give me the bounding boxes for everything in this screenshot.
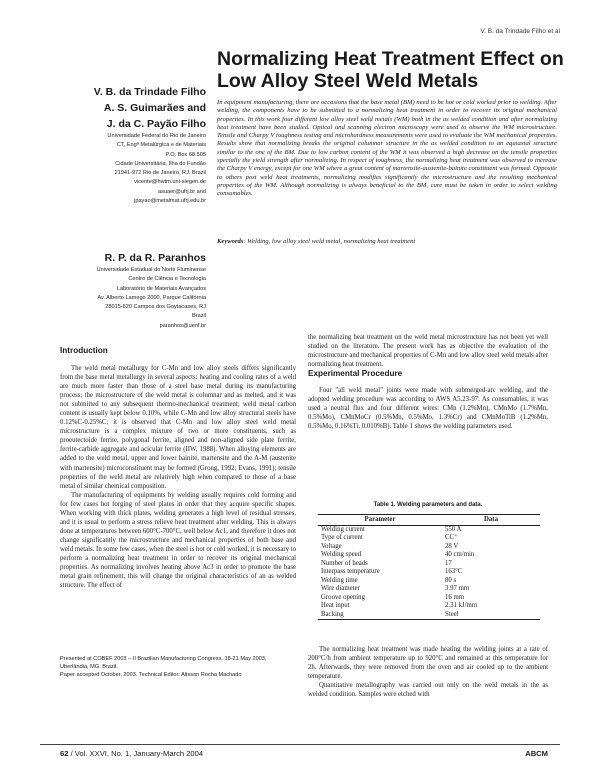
normalizing-body — [308, 645, 548, 699]
experimental-body — [308, 386, 548, 431]
value-cell: 28 V — [445, 542, 459, 550]
table-row — [318, 602, 540, 611]
affiliation-line: CT, Engª Metalúrgica e de Materiais — [116, 142, 206, 149]
table-header-cell: Data — [442, 515, 540, 526]
table-row — [318, 551, 540, 560]
table-caption: Table 1. Welding parameters and data. — [373, 502, 483, 508]
table-row — [318, 594, 540, 603]
paragraph: The normalizing heat treatment was made heating the welding joints at a rate of 200°C/h from ambient temperature up to 920°C and remained at this temperature for 2h. Afterwards, they were removed from the oven and air cooled up to the ambient temperature. — [308, 646, 548, 681]
author-name: J. da C. Payão Filho — [106, 118, 206, 130]
parameter-cell: Type of current — [321, 534, 363, 541]
value-cell: 2.31 kJ/mm — [445, 602, 478, 609]
author-email[interactable]: asuaer@ufrj.br and — [158, 188, 206, 195]
footnote: Paper accepted October, 2003. Technical Editor: Alisson Rocha Machado — [60, 672, 242, 678]
affiliation-line: Brazil — [192, 313, 206, 320]
title-line-1: Normalizing Heat Treatment Effect on — [217, 48, 564, 70]
affiliation-line: 28015-620 Campos dos Goytacases, RJ — [105, 304, 206, 311]
table-row — [318, 534, 540, 543]
value-cell: 80 s — [445, 576, 457, 584]
footer-publisher: ABCM — [525, 749, 548, 758]
affiliation-line: Laboratório de Materiais Avançados — [116, 285, 206, 292]
parameter-cell: Welding speed — [321, 551, 362, 558]
author-email[interactable]: paranhos@uenf.br — [159, 322, 206, 329]
footer-rule — [40, 744, 560, 745]
parameter-cell: Heat input — [321, 602, 350, 609]
footnote: Presented at COBEF 2003 – II Brazilian Manufacturing Congress. 18-21 May 2003, Uberlândia, MG. Brazil. — [60, 656, 267, 670]
paragraph: The weld metal metallurgy for C-Mn and low alloy steels differs significantly from the base metal metallurgy in several aspects: heating and cooling rates of a weld are much more faster than those of a steel base metal during its manufacturing process; the microstructure of the weld metal is columnar and as melted, and it was not submitted to any subsequent thermo-mechanical treatment; weld metal carbon content is usually kept below 0.10%, while C-Mn and low alloy structural steels have 0.12%C-0.25%C; it is observed that C-Mn and low alloy steel weld metal microstructure is a complex mixture of two or more constituents, such as proeutectoide ferrite, polygonal ferrite, aligned and non-aligned side plate ferrite, ferrite-carbide aggregate and acicular ferrite (IIW, 1988). When alloying elements are added to the weld metal, upper and lower bainite, martensite and the A-M (austenite with martensite) microconstituent may be formed (Grong, 1992; Evans, 1991); tensile properties of the weld metal are relatively high when compared to those of a base metal of similar chemical composition. — [60, 365, 296, 490]
value-cell: 17 — [445, 559, 452, 567]
abstract: In equipment manufacturing, there are occasions that the base metal (BM) need to be hot or cold worked prior to welding. After welding, the components have to be submitted to a normalizing heat treatment in order to recover its original mechanical properties. In this work four different low alloy steel weld metals (WM) both in the as welded condition and after normalizing heat treatment have been studied. Optical and scanning electron microscopy were used to observe the WM microstructure. Tensile and Charpy V toughness testing and microhardness measurements were used to evaluate the WM mechanical properties. Results show that normalizing breaks the original columnar structure in the as welded condition to an equiaxial structure similar to the one of the BM. Due to low carbon content of the WM it was observed a high decrease on the tensile properties specially the yield strength after normalizing. In respect of toughness, the normalizing heat treatment was observed to increase the Charpy V energy, except for one WM where a great content of martensite-austenite-bainite constituent was formed. Opposite to others post weld heat treatments, normalizing modifies significantly the microstructure and the resulting mechanical properties of the WM. Although normalizing is always beneficial to the BM, care must be taken in order to select welding consumables. — [217, 99, 557, 198]
parameter-cell: Backing — [318, 611, 442, 620]
value-cell: CC⁺ — [445, 534, 458, 541]
parameter-cell: Number of heads — [321, 559, 368, 567]
keywords-label: Keywords — [217, 238, 244, 245]
value-cell: 16 mm — [445, 593, 465, 601]
parameter-cell: Voltage — [321, 542, 342, 550]
affiliation-line: P.O. Box 68.505 — [165, 151, 206, 158]
parameter-cell: Interpass temperature — [321, 568, 380, 575]
author-name: A. S. Guimarães and — [103, 102, 206, 114]
author-email[interactable]: vicente@hwtm.uni-siegen.de — [134, 179, 206, 186]
value-cell: 3.97 mm — [445, 585, 470, 592]
affiliation-line: Cidade Universitária, Ilha do Fundão — [115, 160, 206, 167]
parameter-cell: Welding current — [321, 525, 365, 533]
table-header-cell: Parameter — [318, 515, 442, 526]
author-name: R. P. da R. Paranhos — [104, 252, 206, 264]
affiliation-line: 21941-972 Rio de Janeiro, RJ. Brazil — [114, 170, 206, 177]
paragraph: the normalizing heat treatment on the weld metal microstructure has not been yet well studied on the literature. The present work has as objective the evaluation of the microstructure and mechanical properties of C-Mn and low alloy steel weld metals after normalizing heat treatment. — [308, 334, 548, 369]
value-cell: 40 cm/min — [445, 551, 475, 558]
affiliation-line: Universidade Estadual do Norte Fluminense — [96, 267, 206, 273]
keywords — [217, 238, 557, 246]
footer-journal-info — [60, 749, 203, 758]
paper-title — [217, 48, 564, 92]
author-block-1 — [40, 84, 206, 206]
affiliation-line: Av. Alberto Lamego 2000, Parque Califórnia — [97, 294, 206, 301]
table-row — [318, 577, 540, 586]
parameter-cell: Groove opening — [321, 593, 365, 601]
section-heading-experimental: Experimental Procedure — [308, 369, 403, 378]
table-row — [318, 611, 540, 620]
table-row — [318, 560, 540, 569]
parameter-cell: Welding time — [321, 576, 358, 584]
intro-continuation — [308, 333, 548, 369]
value-cell: 550 A — [445, 525, 462, 533]
affiliation-line: Universidade Federal do Rio de Janeiro — [107, 133, 206, 139]
author-block-2 — [40, 250, 206, 331]
affiliation-line: Centro de Ciência e Tecnologia — [128, 276, 206, 283]
paragraph: Four "all weld metal" joints were made with submerged-arc welding, and the adopted welding procedure was according to AWS A5.23-97. As consumables, it was used a neutral flux and four different wires: CMn (1.2%Mn), CMnMo (1.7%Mn, 0.5%Mo), CMnMoCr (0.5%Mn, 0.5%Mo, 1.3%Cr) and CMnMoTiB (1.2%Mn, 0.5%Mo, 0.16%Ti, 0.010%B). Table 1 shows the welding parameters used. — [308, 387, 548, 431]
author-name: V. B. da Trindade Filho — [93, 86, 206, 98]
page-number: 62 — [60, 749, 69, 758]
value-cell: 163°C — [445, 568, 463, 575]
table-row — [318, 568, 540, 577]
keywords-list: : Welding, low alloy steel weld metal, normalizing heat treatment — [243, 238, 416, 245]
title-line-2: Low Alloy Steel Weld Metals — [217, 70, 479, 92]
welding-parameters-table — [318, 514, 540, 620]
table-row — [318, 525, 540, 534]
paragraph: Quantitative metallography was carried out only on the weld metals in the as welded condition. Samples were etched with — [308, 682, 548, 699]
introduction-body — [60, 364, 296, 590]
author-email[interactable]: jpayao@metalmat.ufrj.edu.br — [134, 198, 206, 205]
value-cell: Steel — [442, 611, 540, 620]
table-header-row — [318, 515, 540, 526]
running-head: V. B. da Trindade Filho et al — [480, 28, 560, 35]
table-row — [318, 585, 540, 594]
paragraph: The manufacturing of equipments by welding usually requires cold forming and for few cases hot forging of steel plates in order that they acquire specific shapes. When working with thick plates, welding generates a high level of residual stresses, and it is usual to perform a stress relieve heat treatment after welding. This is always done at temperatures between 600°C-700°C, well below Ac1, and therefore it does not change significantly the microstructure and mechanical properties of both base and weld metals. In some few cases, when the steel is hot or cold worked, it is necessary to perform a normalizing heat treatment in order to recover its original mechanical properties. As normalizing involves heating above Ac3 in order to promote the base metal grain refinement, this will change the original characteristics of an as welded structure. The effect of — [60, 491, 296, 590]
journal-volume: / Vol. XXVI, No. 1, January-March 2004 — [68, 749, 204, 758]
section-heading-introduction: Introduction — [60, 346, 108, 355]
table-row — [318, 543, 540, 552]
parameter-cell: Wire diameter — [321, 585, 360, 592]
footnotes — [60, 655, 296, 679]
